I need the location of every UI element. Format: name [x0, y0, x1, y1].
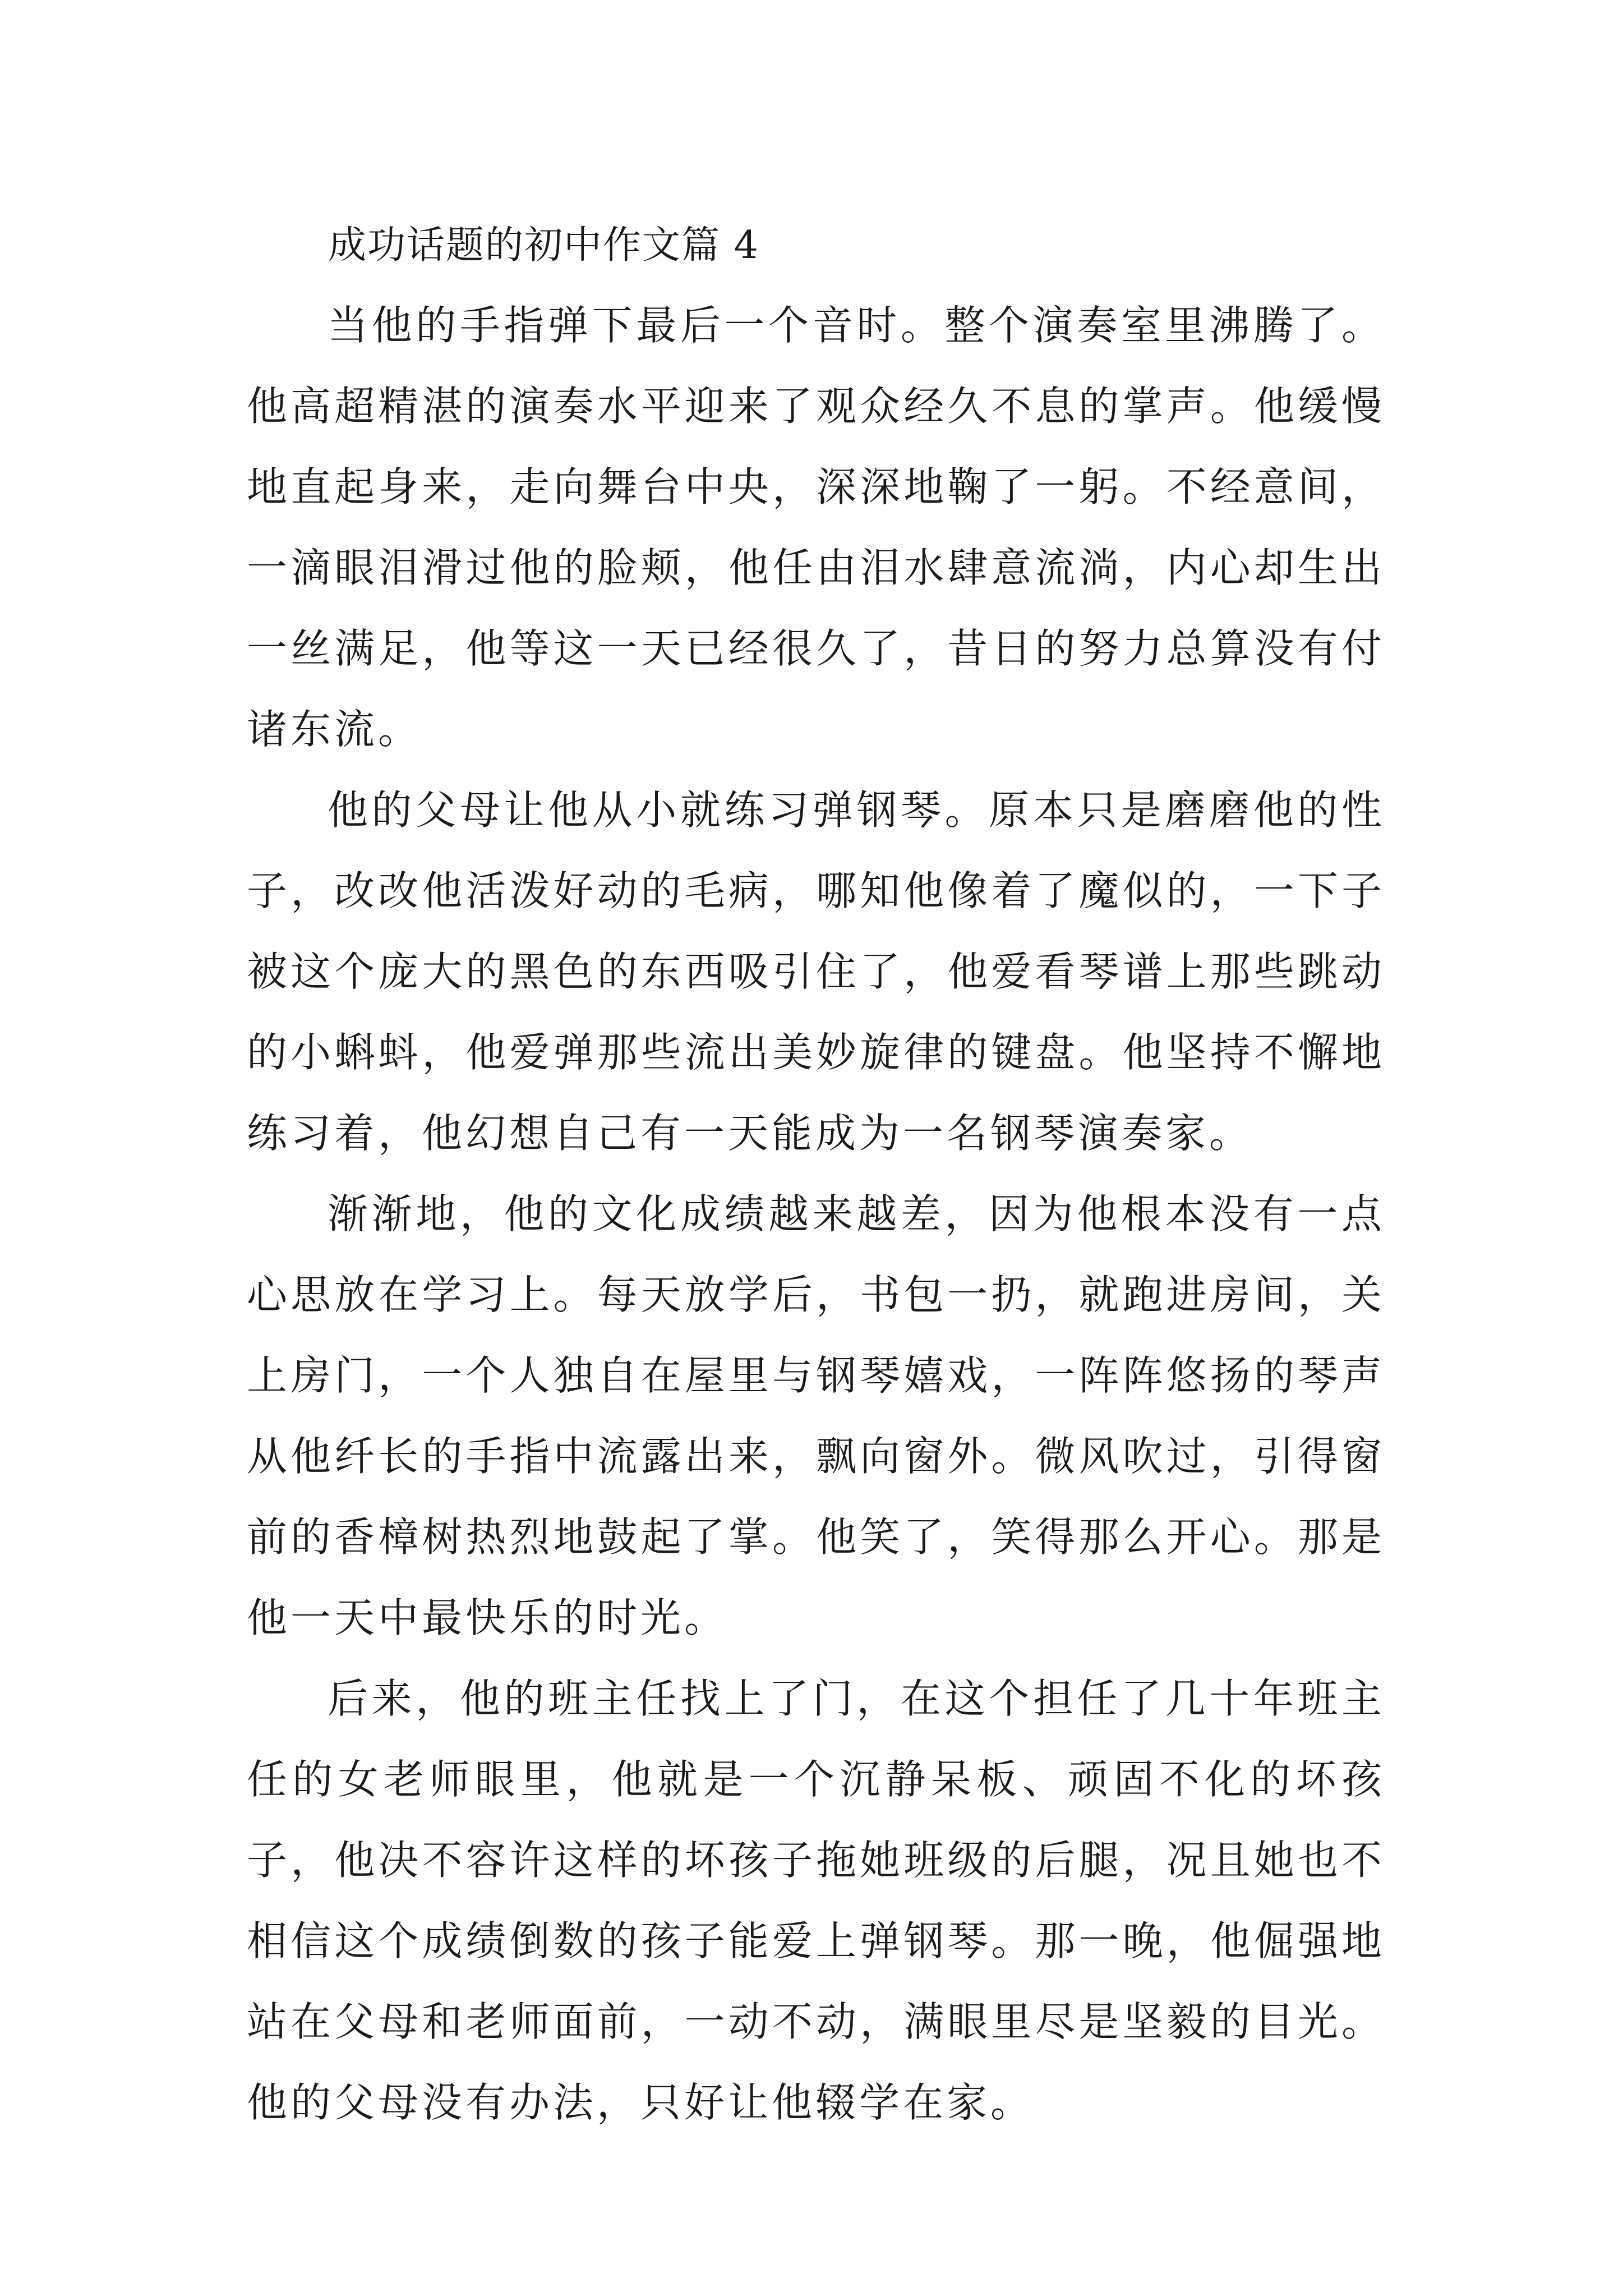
paragraph-piano-practice: 他的父母让他从小就练习弹钢琴。原本只是磨磨他的性子，改改他活泼好动的毛病，哪知他像着了魔似的，一下子被这个庞大的黑色的东西吸引住了，他爱看琴谱上那些跳动的小蝌蚪，他爱弹那些流出美妙旋律的键盘。他坚持不懈地练习着，他幻想自己有一天能成为一名钢琴演奏家。: [247, 786, 1385, 1157]
document-body: [247, 206, 1385, 2143]
document-title: 成功话题的初中作文篇 4: [328, 223, 759, 268]
paragraph-grades-decline: 渐渐地，他的文化成绩越来越差，因为他根本没有一点心思放在学习上。每天放学后，书包一扔，就跑进房间，关上房门，一个人独自在屋里与钢琴嬉戏，一阵阵悠扬的琴声从他纤长的手指中流露出来，飘向窗外。微风吹过，引得窗前的香樟树热烈地鼓起了掌。他笑了，笑得那么开心。那是他一天中最快乐的时光。: [247, 1190, 1385, 1641]
paragraph-teacher-visit: 后来，他的班主任找上了门，在这个担任了几十年班主任的女老师眼里，他就是一个沉静呆板、顽固不化的坏孩子，他决不容许这样的坏孩子拖她班级的后腿，况且她也不相信这个成绩倒数的孩子能爱上弹钢琴。那一晚，他倔强地站在父母和老师面前，一动不动，满眼里尽是坚毅的目光。他的父母没有办法，只好让他辍学在家。: [247, 1675, 1385, 2126]
paragraph-performance: 当他的手指弹下最后一个音时。整个演奏室里沸腾了。他高超精湛的演奏水平迎来了观众经久不息的掌声。他缓慢地直起身来，走向舞台中央，深深地鞠了一躬。不经意间，一滴眼泪滑过他的脸颊，他任由泪水肆意流淌，内心却生出一丝满足，他等这一天已经很久了，昔日的努力总算没有付诸东流。: [247, 302, 1385, 753]
